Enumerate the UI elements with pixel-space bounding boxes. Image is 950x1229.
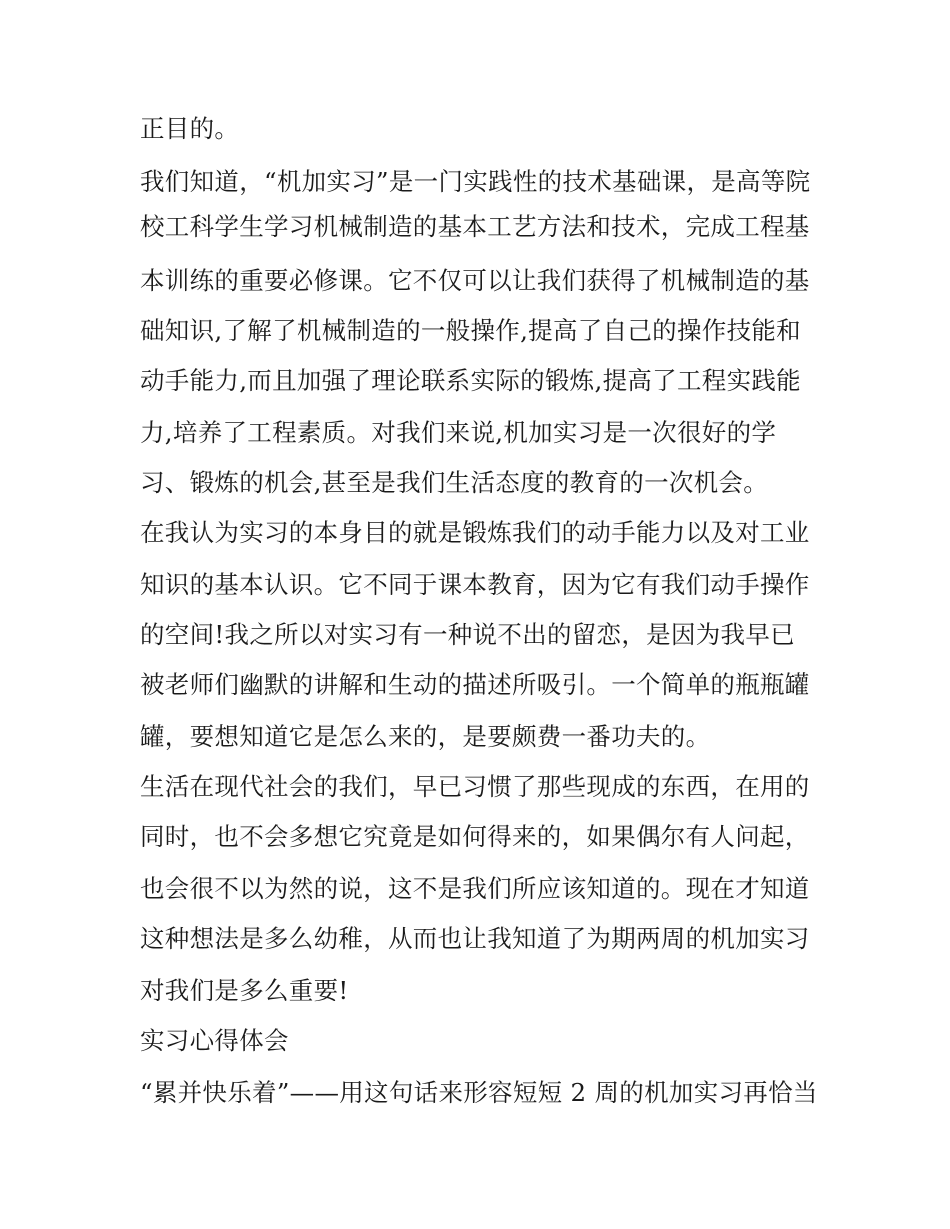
text-line: 的空间!我之所以对实习有一种说不出的留恋，是因为我早已 xyxy=(140,620,795,649)
text-line: 正目的。 xyxy=(140,114,240,143)
text-line: “累并快乐着”——用这句话来形容短短 2 周的机加实习再恰当 xyxy=(140,1078,818,1107)
text-line: 础知识,了解了机械制造的一般操作,提高了自己的操作技能和 xyxy=(140,316,801,345)
text-line: 同时，也不会多想它究竟是如何得来的，如果偶尔有人问起， xyxy=(140,822,810,851)
text-line: 这种想法是多么幼稚，从而也让我知道了为期两周的机加实习 xyxy=(140,924,810,953)
text-line: 我们知道，“机加实习”是一门实践性的技术基础课，是高等院 xyxy=(140,167,811,196)
text-line: 校工科学生学习机械制造的基本工艺方法和技术，完成工程基 xyxy=(140,212,810,241)
text-line: 知识的基本认识。它不同于课本教育，因为它有我们动手操作 xyxy=(140,570,810,599)
text-line: 动手能力,而且加强了理论联系实际的锻炼,提高了工程实践能 xyxy=(140,366,801,395)
section-heading: 实习心得体会 xyxy=(140,1026,289,1055)
text-line: 在我认为实习的本身目的就是锻炼我们的动手能力以及对工业 xyxy=(140,518,810,547)
text-line: 力,培养了工程素质。对我们来说,机加实习是一次很好的学 xyxy=(140,418,777,447)
text-line: 习、锻炼的机会,甚至是我们生活态度的教育的一次机会。 xyxy=(140,468,769,497)
text-line: 本训练的重要必修课。它不仅可以让我们获得了机械制造的基 xyxy=(140,266,810,295)
text-line: 罐，要想知道它是怎么来的，是要颇费一番功夫的。 xyxy=(140,722,711,751)
text-line: 被老师们幽默的讲解和生动的描述所吸引。一个简单的瓶瓶罐 xyxy=(140,670,810,699)
text-line: 也会很不以为然的说，这不是我们所应该知道的。现在才知道 xyxy=(140,874,810,903)
text-line: 对我们是多么重要! xyxy=(140,976,349,1005)
text-line: 生活在现代社会的我们，早已习惯了那些现成的东西，在用的 xyxy=(140,772,810,801)
